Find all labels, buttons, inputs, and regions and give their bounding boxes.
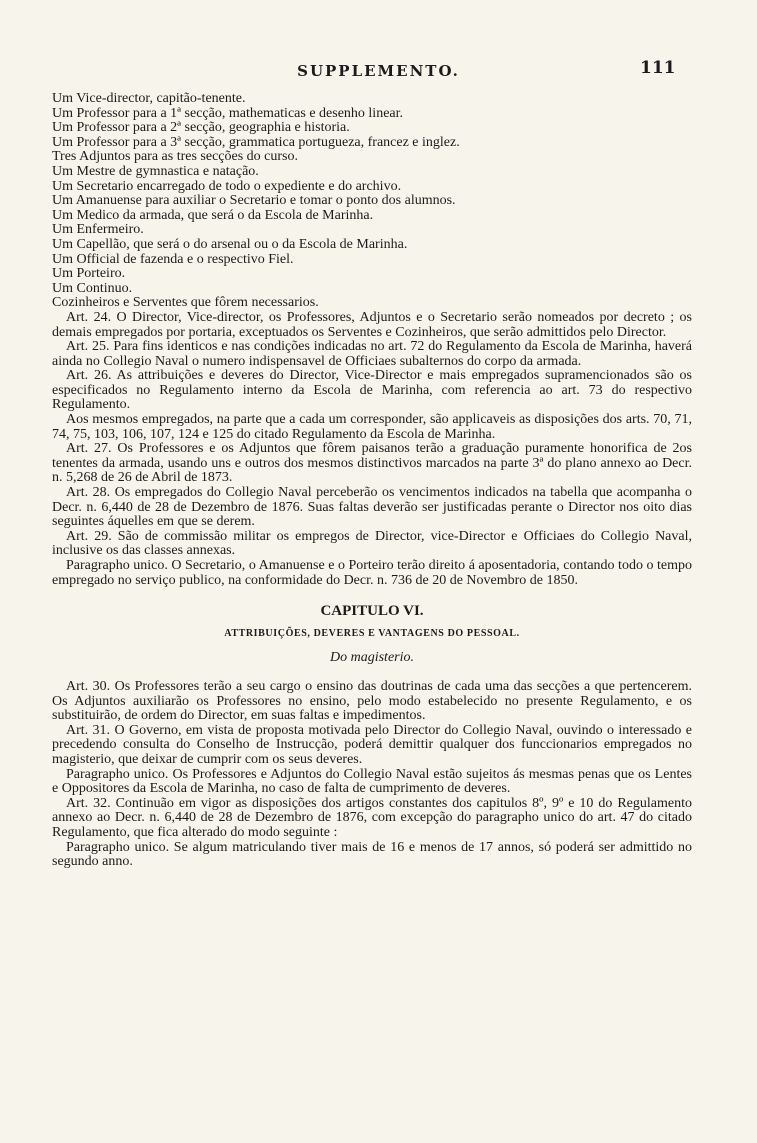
staff-list-item: Um Continuo. [52, 280, 133, 296]
staff-list-item: Um Enfermeiro. [52, 222, 144, 238]
article-31: Art. 31. O Governo, em vista de proposta motivada pelo Director do Collegio Naval, ouvindo o interessado e precedendo consulta do Conselho de Instrucção, poderá demittir qualquer dos funccionarios empregados no magisterio, que deixar de cumprir com os seus deveres. [52, 722, 692, 767]
article-28: Art. 28. Os empregados do Collegio Naval perceberão os vencimentos indicados na tabella que acompanha o Decr. n. 6,440 de 28 de Dezembro de 1876. Suas faltas deverão ser justificadas perante o Director nos oito dias seguintes áquelles em que se derem. [52, 485, 692, 530]
running-title: SUPPLEMENTO. [297, 62, 460, 80]
chapter-title: CAPITULO VI. [320, 603, 424, 620]
article-27: Art. 27. Os Professores e os Adjuntos que fôrem paisanos terão a graduação puramente honorifica de 2os tenentes da armada, usando uns e outros dos mesmos distinctivos marcados na parte 3ª do plano annexo ao Decr. n. 5,268 de 26 de Abril de 1873. [52, 441, 692, 486]
staff-list-item: Um Porteiro. [52, 266, 126, 282]
staff-list-item: Um Professor para a 2ª secção, geographia e historia. [52, 120, 350, 136]
article-24: Art. 24. O Director, Vice-director, os Professores, Adjuntos e o Secretario serão nomeados por decreto ; os demais empregados por portaria, exceptuados os Serventes e Cozinheiros, que serão admittidos pelo Director. [52, 309, 692, 340]
page-number: 111 [640, 58, 676, 78]
staff-list-item: Um Medico da armada, que será o da Escola de Marinha. [52, 207, 374, 223]
staff-list-item: Um Amanuense para auxiliar o Secretario e tomar o ponto dos alumnos. [52, 193, 456, 209]
staff-list-item: Um Mestre de gymnastica e natação. [52, 163, 259, 179]
staff-list-item: Um Official de fazenda e o respectivo Fiel. [52, 251, 294, 267]
article-29-paragraph-unico: Paragrapho unico. O Secretario, o Amanuense e o Porteiro terão direito á aposentadoria, contando todo o tempo empregado no serviço publico, na conformidade do Decr. n. 736 de 20 de Novembro de 1850. [52, 558, 692, 588]
article-32: Art. 32. Continuão em vigor as disposições dos artigos constantes dos capitulos 8º, 9º e 10 do Regulamento annexo ao Decr. n. 6,440 de 28 de Dezembro de 1876, com excepção do paragrapho unico do art. 47 do citado Regulamento, que fica alterado do modo seguinte : [52, 795, 692, 840]
section-title: Do magisterio. [330, 650, 414, 666]
staff-list-item: Tres Adjuntos para as tres secções do curso. [52, 149, 298, 165]
staff-list-item: Um Professor para a 1ª secção, mathematicas e desenho linear. [52, 105, 404, 121]
staff-list [52, 92, 692, 311]
staff-list-item: Um Secretario encarregado de todo o expediente e do archivo. [52, 178, 402, 194]
staff-list-item: Um Professor para a 3ª secção, grammatica portugueza, francez e inglez. [52, 134, 460, 150]
body-text [52, 92, 692, 870]
chapter-subtitle: ATTRIBUIÇÕES, DEVERES E VANTAGENS DO PESSOAL. [224, 627, 520, 639]
article-26-paragraph: Aos mesmos empregados, na parte que a cada um corresponder, são applicaveis as disposições dos arts. 70, 71, 74, 75, 103, 106, 107, 124 e 125 do citado Regulamento da Escola de Marinha. [52, 412, 692, 442]
article-26: Art. 26. As attribuições e deveres do Director, Vice-Director e mais empregados supramencionados são os especificados no Regulamento interno da Escola de Marinha, com referencia ao art. 73 do respectivo Regulamento. [52, 368, 692, 413]
article-29: Art. 29. São de commissão militar os empregos de Director, vice-Director e Officiaes do Collegio Naval, inclusive os das classes annexas. [52, 528, 692, 559]
article-30: Art. 30. Os Professores terão a seu cargo o ensino das doutrinas de cada uma das secções a que pertencerem. Os Adjuntos auxiliarão os Professores no ensino, pelo modo estabelecido no presente Regulamento, e os substituirão, de ordem do Director, em suas faltas e impedimentos. [52, 678, 692, 724]
article-31-paragraph-unico: Paragrapho unico. Os Professores e Adjuntos do Collegio Naval estão sujeitos ás mesmas penas que os Lentes e Oppositores da Escola de Marinha, no caso de falta de cumprimento de deveres. [52, 766, 692, 797]
staff-list-item: Um Capellão, que será o do arsenal ou o da Escola de Marinha. [52, 236, 408, 252]
staff-list-item: Cozinheiros e Serventes que fôrem necessarios. [52, 295, 319, 311]
article-25: Art. 25. Para fins identicos e nas condições indicadas no art. 72 do Regulamento da Escola de Marinha, haverá ainda no Collegio Naval o numero indispensavel de Officiaes subalternos do corpo da armada. [52, 339, 692, 369]
staff-list-item: Um Vice-director, capitão-tenente. [52, 91, 246, 106]
article-32-paragraph-unico: Paragrapho unico. Se algum matriculando tiver mais de 16 e menos de 17 annos, só poderá ser admittido no segundo anno. [52, 839, 692, 870]
